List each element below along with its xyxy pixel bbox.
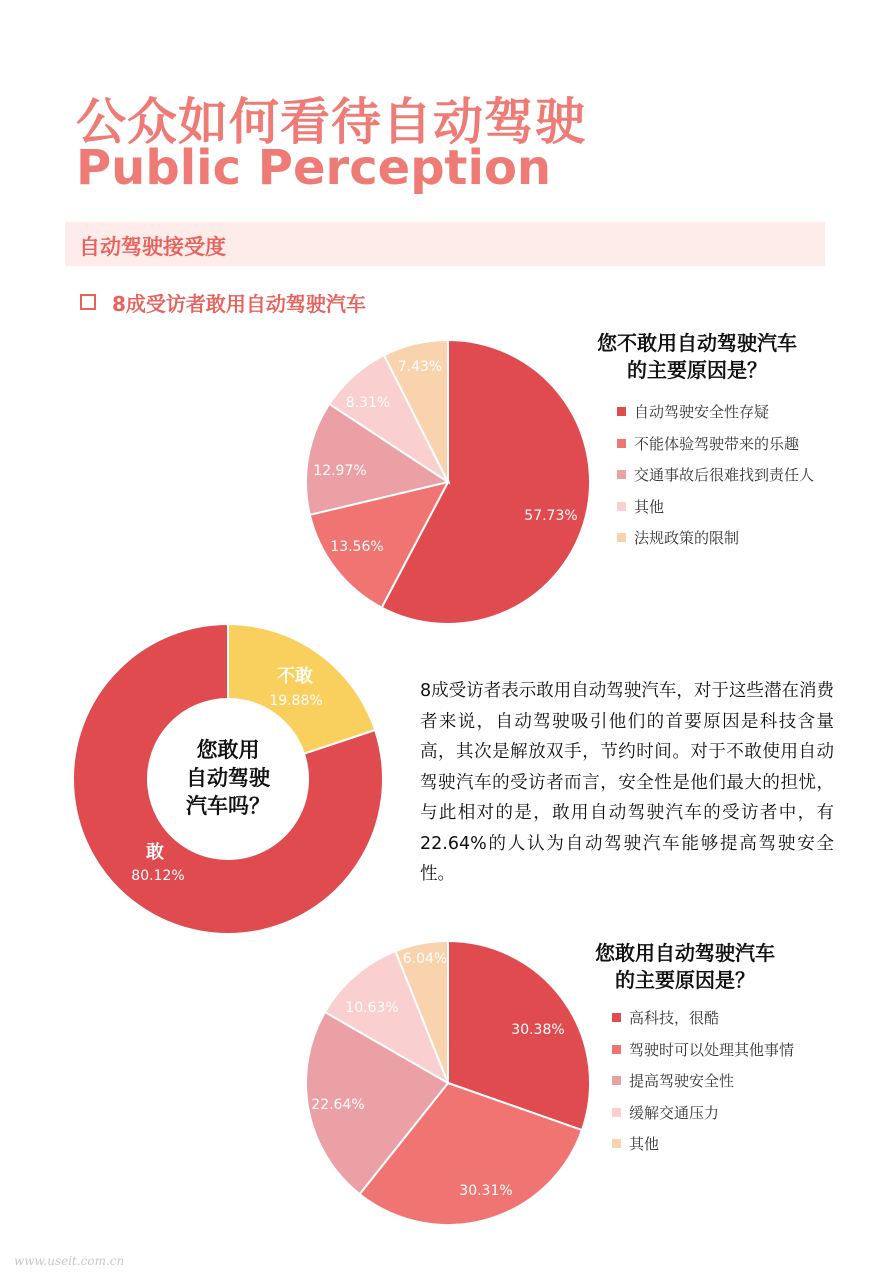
legend-swatch	[612, 1076, 621, 1085]
legend-label: 提高驾驶安全性	[629, 1072, 735, 1090]
legend-item	[617, 528, 814, 560]
legend-item	[612, 1103, 794, 1135]
slice-category-label: 敢	[146, 842, 164, 863]
section-title: 自动驾驶接受度	[79, 235, 226, 259]
legend-item	[617, 434, 814, 466]
legend-label: 缓解交通压力	[629, 1103, 720, 1122]
pie3-title	[560, 940, 810, 994]
legend-swatch	[612, 1108, 621, 1117]
legend-swatch	[617, 439, 626, 448]
legend-label: 法规政策的限制	[634, 529, 740, 547]
donut-center-text: 汽车吗？	[186, 794, 270, 818]
pie1-legend	[617, 402, 814, 560]
donut-chart-dare	[73, 624, 383, 934]
legend-label: 高科技，很酷	[629, 1009, 720, 1027]
legend-swatch	[617, 502, 626, 511]
legend-label: 驾驶时可以处理其他事情	[629, 1040, 795, 1059]
donut-center-text: 自动驾驶	[186, 766, 270, 790]
pie3-title-line1: 您敢用自动驾驶汽车	[595, 941, 775, 965]
legend-item	[617, 402, 814, 434]
slice-value-label: 8.31%	[345, 395, 391, 411]
pie1-title-line1: 您不敢用自动驾驶汽车	[597, 331, 797, 355]
pie1-title	[572, 330, 822, 384]
legend-label: 交通事故后很难找到责任人	[634, 466, 815, 484]
legend-swatch	[612, 1045, 621, 1054]
legend-label: 自动驾驶安全性存疑	[634, 403, 770, 421]
slice-value-label: 6.04%	[402, 951, 448, 967]
pie3-legend	[612, 1008, 794, 1166]
legend-swatch	[617, 470, 626, 479]
legend-item	[617, 465, 814, 497]
legend-swatch	[612, 1139, 621, 1148]
pie-chart-not-dare-reasons	[306, 340, 590, 624]
legend-item	[617, 497, 814, 529]
slice-value-label: 30.38%	[511, 1022, 565, 1038]
donut-center-text: 您敢用	[196, 738, 260, 762]
legend-label: 其他	[629, 1135, 660, 1153]
slice-value-label: 7.43%	[397, 359, 443, 375]
legend-swatch	[617, 533, 626, 542]
pie-chart-dare-reasons	[306, 941, 590, 1225]
legend-label: 其他	[634, 497, 665, 516]
legend-item	[612, 1134, 794, 1166]
slice-value-label: 12.97%	[313, 463, 367, 479]
legend-label: 不能体验驾驶带来的乐趣	[634, 434, 800, 453]
slice-value-label: 22.64%	[311, 1097, 365, 1113]
legend-swatch	[617, 407, 626, 416]
slice-value-label: 19.88%	[269, 693, 323, 709]
slice-value-label: 10.63%	[345, 1000, 399, 1016]
legend-item	[612, 1071, 794, 1103]
legend-swatch	[612, 1013, 621, 1022]
slice-category-label: 不敢	[277, 666, 313, 687]
watermark: www.useit.com.cn	[14, 1254, 125, 1268]
page-title-cn: 公众如何看待自动驾驶	[76, 93, 586, 151]
slice-value-label: 80.12%	[131, 868, 185, 884]
slice-value-label: 13.56%	[330, 539, 384, 555]
slice-value-label: 57.73%	[524, 508, 578, 524]
summary-paragraph: 8成受访者表示敢用自动驾驶汽车，对于这些潜在消费者来说，自动驾驶吸引他们的首要原因是科技含量高，其次是解放双手，节约时间。对于不敢使用自动驾驶汽车的受访者而言，安全性是他们最大的担忧，与此相对的是，敢用自动驾驶汽车的受访者中，有22.64%的人认为自动驾驶汽车能够提高驾驶安全性。	[420, 681, 834, 884]
legend-item	[612, 1040, 794, 1072]
slice-value-label: 30.31%	[459, 1183, 513, 1199]
legend-item	[612, 1008, 794, 1040]
page-title-en: Public Perception	[76, 140, 552, 196]
pie3-title-line2: 的主要原因是？	[615, 968, 755, 992]
pie1-title-line2: 的主要原因是？	[627, 358, 767, 382]
sub-heading-text: 8成受访者敢用自动驾驶汽车	[112, 292, 366, 316]
